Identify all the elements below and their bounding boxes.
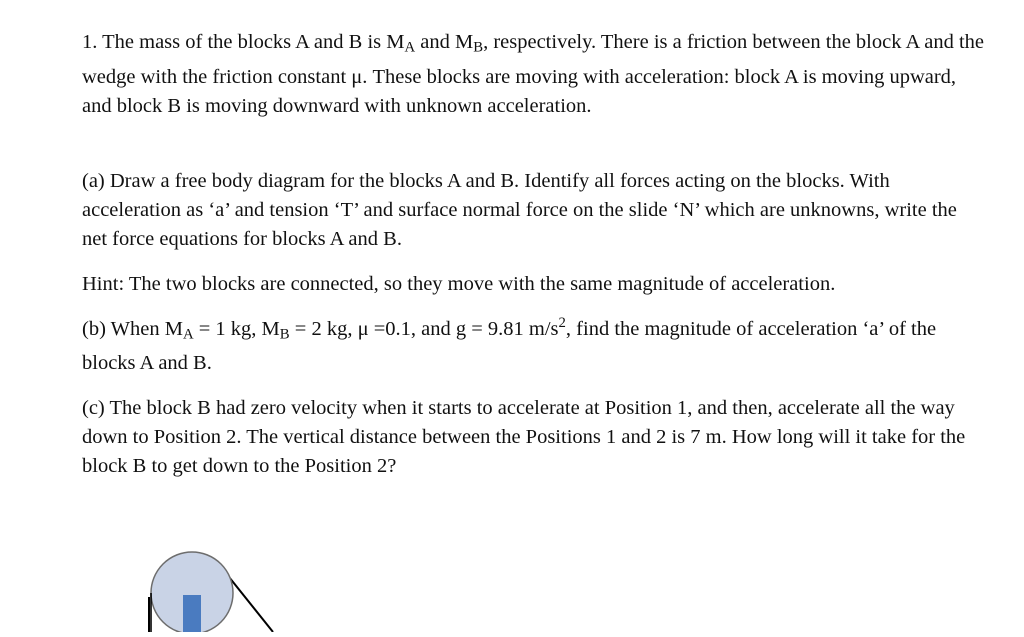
part-c: (c) The block B had zero velocity when it starts to accelerate at Position 1, and then, accelerate all the way down to Position 2. The vertical distance between the Positions 1 and 2 is 7 m. How long will it take for the block B to get down to the Position 2? [82, 397, 966, 478]
problem-statement [82, 28, 987, 121]
part-b-text-2: = 1 kg, M [193, 317, 280, 340]
mass-subscript-b: B [473, 39, 484, 56]
mass-subscript-a: A [404, 39, 416, 56]
hint: Hint: The two blocks are connected, so they move with the same magnitude of acceleration. [82, 272, 836, 295]
part-b-superscript: 2 [558, 314, 566, 331]
part-b-text-4: , find the magnitude of acceleration ‘a’ of the blocks A and B. [82, 317, 937, 375]
intro-text-2: and M [415, 31, 474, 53]
problem-document [82, 28, 987, 481]
part-b-subscript-b: B [279, 326, 290, 343]
intro-text-1: 1. The mass of the blocks A and B is M [82, 31, 405, 53]
part-a: (a) Draw a free body diagram for the blocks A and B. Identify all forces acting on the blocks. With acceleration as ‘a’ and tension ‘T’ and surface normal force on the slide ‘N’ which are unknowns, write the net force equations for blocks A and B. [82, 169, 957, 250]
part-b-text-3: = 2 kg, μ =0.1, and g = 9.81 m/s [289, 317, 559, 340]
block-b [183, 595, 201, 632]
pulley-wedge-diagram [140, 545, 300, 632]
intro-text-3: , respectively. There is a friction between the block A and the wedge with the friction constant μ. These blocks are moving with acceleration: block A is moving upward, and block B is moving downward with unknown acceleration. [82, 31, 985, 117]
part-b-text-1: (b) When M [82, 317, 183, 340]
part-b-subscript-a: A [182, 326, 194, 343]
pulley-wedge-figure [140, 545, 300, 632]
part-b [82, 315, 987, 379]
